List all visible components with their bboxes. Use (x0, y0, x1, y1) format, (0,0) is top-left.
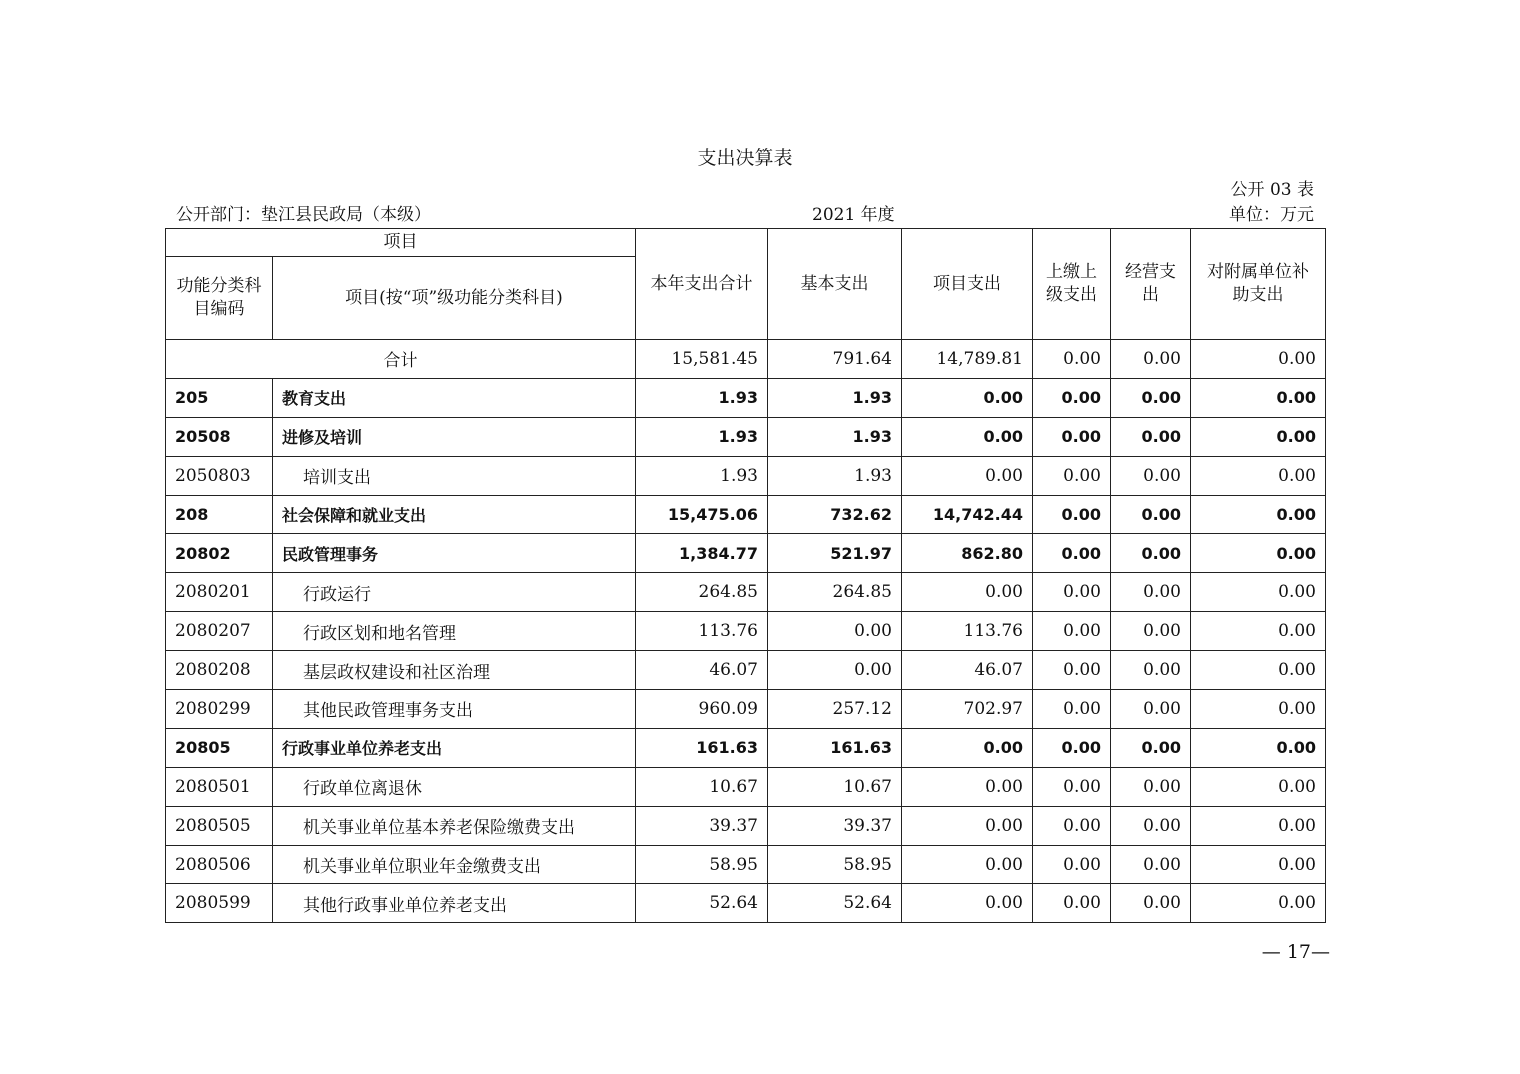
row-name: 社会保障和就业支出 (273, 495, 636, 534)
row-name: 基层政权建设和社区治理 (273, 651, 636, 690)
page-number: — 17— (1261, 941, 1330, 963)
row-value: 161.63 (636, 728, 768, 767)
table-row (166, 378, 1326, 417)
row-code: 2080299 (166, 690, 273, 729)
table-row (166, 690, 1326, 729)
table-row (166, 612, 1326, 651)
row-value: 0.00 (1033, 690, 1111, 729)
row-code: 2080505 (166, 806, 273, 845)
total-row (166, 340, 1326, 379)
row-value: 0.00 (1111, 495, 1191, 534)
header-upper: 上缴上级支出 (1033, 229, 1111, 340)
page-title: 支出决算表 (697, 147, 793, 169)
row-value: 0.00 (902, 378, 1033, 417)
row-value: 0.00 (1033, 534, 1111, 573)
row-value: 0.00 (1033, 767, 1111, 806)
row-value: 0.00 (768, 612, 902, 651)
row-code: 2080506 (166, 845, 273, 884)
row-value: 0.00 (1033, 651, 1111, 690)
row-value: 0.00 (902, 806, 1033, 845)
row-value: 0.00 (1191, 845, 1326, 884)
row-value: 0.00 (902, 417, 1033, 456)
table-row (166, 534, 1326, 573)
row-code: 2080501 (166, 767, 273, 806)
row-value: 0.00 (1191, 728, 1326, 767)
row-name: 行政区划和地名管理 (273, 612, 636, 651)
table-row (166, 456, 1326, 495)
row-value: 0.00 (902, 573, 1033, 612)
row-code: 2050803 (166, 456, 273, 495)
row-value: 0.00 (1111, 534, 1191, 573)
row-value: 0.00 (1191, 651, 1326, 690)
row-value: 862.80 (902, 534, 1033, 573)
row-code: 2080599 (166, 884, 273, 923)
row-value: 39.37 (768, 806, 902, 845)
total-cell: 15,581.45 (636, 340, 768, 379)
total-label: 合计 (166, 340, 636, 379)
row-value: 0.00 (1191, 612, 1326, 651)
row-value: 0.00 (1033, 884, 1111, 923)
total-cell: 0.00 (1033, 340, 1111, 379)
row-name: 行政事业单位养老支出 (273, 728, 636, 767)
row-value: 702.97 (902, 690, 1033, 729)
row-value: 0.00 (1191, 378, 1326, 417)
table-row (166, 845, 1326, 884)
total-cell: 0.00 (1191, 340, 1326, 379)
unit-label: 单位：万元 (1229, 205, 1314, 225)
row-code: 2080207 (166, 612, 273, 651)
total-cell: 0.00 (1111, 340, 1191, 379)
row-value: 0.00 (1191, 417, 1326, 456)
row-value: 52.64 (636, 884, 768, 923)
row-value: 0.00 (1033, 806, 1111, 845)
row-name: 培训支出 (273, 456, 636, 495)
row-value: 0.00 (1111, 690, 1191, 729)
row-value: 0.00 (1033, 845, 1111, 884)
row-code: 20802 (166, 534, 273, 573)
header-total: 本年支出合计 (636, 229, 768, 340)
row-code: 208 (166, 495, 273, 534)
row-value: 0.00 (1111, 806, 1191, 845)
row-value: 10.67 (768, 767, 902, 806)
row-code: 205 (166, 378, 273, 417)
row-value: 58.95 (636, 845, 768, 884)
row-value: 0.00 (768, 651, 902, 690)
total-cell: 791.64 (768, 340, 902, 379)
table-row (166, 767, 1326, 806)
form-code: 公开 03 表 (1230, 180, 1314, 200)
row-value: 521.97 (768, 534, 902, 573)
row-value: 0.00 (1111, 728, 1191, 767)
row-value: 0.00 (902, 884, 1033, 923)
row-value: 39.37 (636, 806, 768, 845)
row-value: 257.12 (768, 690, 902, 729)
row-value: 46.07 (902, 651, 1033, 690)
row-value: 264.85 (636, 573, 768, 612)
header-item: 项目 (166, 229, 636, 257)
row-value: 0.00 (1111, 417, 1191, 456)
row-value: 0.00 (902, 456, 1033, 495)
row-name: 机关事业单位职业年金缴费支出 (273, 845, 636, 884)
year-label: 2021 年度 (812, 205, 895, 225)
row-code: 2080201 (166, 573, 273, 612)
row-value: 1.93 (636, 456, 768, 495)
header-subsidiary: 对附属单位补助支出 (1191, 229, 1326, 340)
table-row (166, 728, 1326, 767)
row-value: 0.00 (1033, 417, 1111, 456)
row-value: 0.00 (1111, 845, 1191, 884)
row-name: 民政管理事务 (273, 534, 636, 573)
row-value: 1.93 (636, 417, 768, 456)
table-row (166, 573, 1326, 612)
row-value: 46.07 (636, 651, 768, 690)
row-name: 机关事业单位基本养老保险缴费支出 (273, 806, 636, 845)
row-value: 10.67 (636, 767, 768, 806)
table-row (166, 651, 1326, 690)
row-value: 0.00 (1191, 806, 1326, 845)
row-value: 0.00 (1111, 378, 1191, 417)
row-value: 0.00 (1033, 378, 1111, 417)
row-value: 0.00 (1191, 534, 1326, 573)
row-value: 0.00 (1191, 690, 1326, 729)
row-value: 161.63 (768, 728, 902, 767)
row-code: 20805 (166, 728, 273, 767)
table-row (166, 884, 1326, 923)
row-value: 58.95 (768, 845, 902, 884)
row-name: 进修及培训 (273, 417, 636, 456)
row-value: 0.00 (1191, 456, 1326, 495)
header-basic: 基本支出 (768, 229, 902, 340)
table-row (166, 417, 1326, 456)
table-row (166, 806, 1326, 845)
row-name: 教育支出 (273, 378, 636, 417)
row-value: 264.85 (768, 573, 902, 612)
row-value: 0.00 (1191, 573, 1326, 612)
row-value: 0.00 (1111, 884, 1191, 923)
row-value: 0.00 (1111, 456, 1191, 495)
department-label: 公开部门：垫江县民政局（本级） (176, 205, 431, 225)
expenditure-table (165, 228, 1326, 923)
header-business: 经营支出 (1111, 229, 1191, 340)
row-value: 1.93 (768, 378, 902, 417)
row-value: 0.00 (1111, 651, 1191, 690)
header-code: 功能分类科目编码 (166, 257, 273, 340)
row-value: 113.76 (636, 612, 768, 651)
header-name: 项目(按“项”级功能分类科目) (273, 257, 636, 340)
row-value: 0.00 (902, 728, 1033, 767)
row-value: 0.00 (902, 767, 1033, 806)
row-value: 15,475.06 (636, 495, 768, 534)
row-value: 1,384.77 (636, 534, 768, 573)
row-value: 0.00 (1191, 884, 1326, 923)
row-value: 0.00 (1033, 495, 1111, 534)
row-code: 2080208 (166, 651, 273, 690)
row-name: 其他民政管理事务支出 (273, 690, 636, 729)
row-name: 行政运行 (273, 573, 636, 612)
table-row (166, 495, 1326, 534)
row-name: 行政单位离退休 (273, 767, 636, 806)
row-value: 0.00 (1111, 573, 1191, 612)
row-name: 其他行政事业单位养老支出 (273, 884, 636, 923)
header-project: 项目支出 (902, 229, 1033, 340)
row-value: 14,742.44 (902, 495, 1033, 534)
row-value: 0.00 (1033, 728, 1111, 767)
row-value: 0.00 (1191, 767, 1326, 806)
row-value: 113.76 (902, 612, 1033, 651)
row-value: 0.00 (1111, 767, 1191, 806)
row-code: 20508 (166, 417, 273, 456)
row-value: 1.93 (768, 456, 902, 495)
row-value: 0.00 (1111, 612, 1191, 651)
row-value: 0.00 (1033, 573, 1111, 612)
row-value: 0.00 (1033, 612, 1111, 651)
total-cell: 14,789.81 (902, 340, 1033, 379)
row-value: 1.93 (636, 378, 768, 417)
row-value: 732.62 (768, 495, 902, 534)
row-value: 960.09 (636, 690, 768, 729)
row-value: 52.64 (768, 884, 902, 923)
row-value: 0.00 (902, 845, 1033, 884)
row-value: 0.00 (1191, 495, 1326, 534)
row-value: 1.93 (768, 417, 902, 456)
row-value: 0.00 (1033, 456, 1111, 495)
